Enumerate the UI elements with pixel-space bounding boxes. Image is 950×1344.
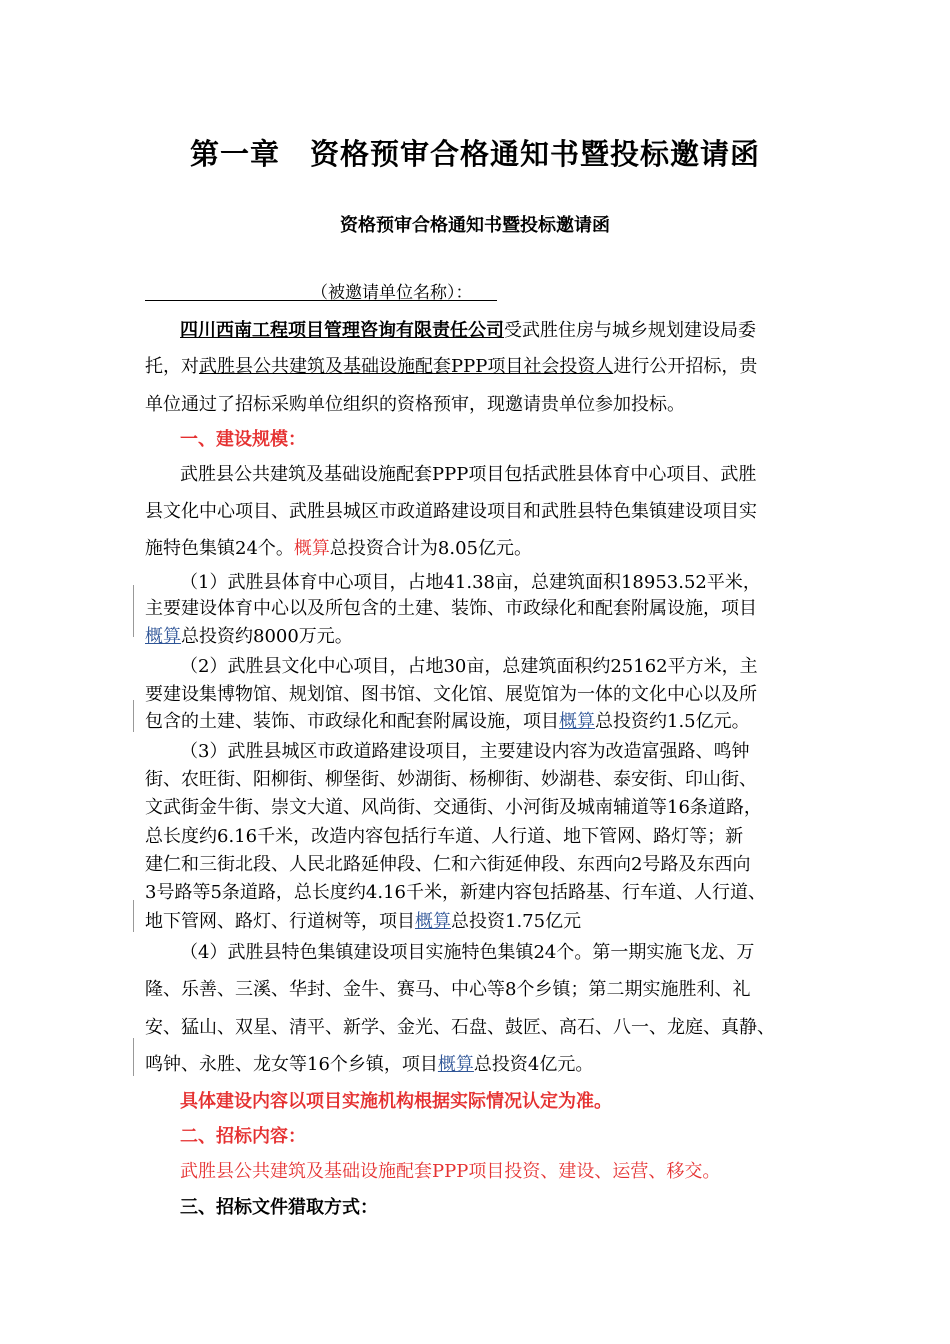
para-text: 鸣钟、永胜、龙女等16个乡镇，项目: [145, 1054, 438, 1075]
intro-line-3: 单位通过了招标采购单位组织的资格预审，现邀请贵单位参加投标。: [145, 394, 685, 415]
scope-note: 具体建设内容以项目实施机构根据实际情况认定为准。: [180, 1091, 612, 1112]
para-line: [145, 534, 532, 560]
para-line: 武胜县公共建筑及基础设施配套PPP项目包括武胜县体育中心项目、武胜: [180, 464, 757, 485]
item-3-line: 总长度约6.16千米，改造内容包括行车道、人行道、地下管网、路灯等；新: [145, 826, 744, 847]
para-text: 总投资4亿元。: [473, 1054, 594, 1075]
item-3-line: 街、农旺街、阳柳街、柳堡街、妙湖街、杨柳街、妙湖巷、泰安街、印山街、: [145, 769, 757, 790]
intro-text: 进行公开招标，贵: [613, 356, 758, 377]
item-1-line: （1）武胜县体育中心项目，占地41.38亩，总建筑面积18953.52平米，: [180, 572, 761, 593]
estimate-link[interactable]: 概算: [415, 911, 451, 932]
item-3-line: 文武街金牛街、崇文大道、风尚街、交通街、小河街及城南辅道等16条道路，: [145, 797, 762, 818]
estimate-link[interactable]: 概算: [145, 626, 181, 647]
section-2-heading: 二、招标内容：: [180, 1126, 306, 1147]
para-text: 施特色集镇24个。: [145, 538, 294, 559]
item-3-line: 建仁和三街北段、人民北路延伸段、仁和六街延伸段、东西向2号路及东西向: [145, 854, 751, 875]
section-3-heading: 三、招标文件猎取方式：: [180, 1197, 378, 1218]
item-2-line: [145, 707, 750, 733]
item-4-line: （4）武胜县特色集镇建设项目实施特色集镇24个。第一期实施飞龙、万: [180, 942, 755, 963]
estimate-term: 概算: [293, 538, 330, 559]
item-4-line: [145, 1050, 593, 1076]
para-text: 地下管网、路灯、行道树等，项目: [145, 911, 415, 932]
subtitle: 资格预审合格通知书暨投标邀请函: [340, 215, 610, 236]
item-2-line: 要建设集博物馆、规划馆、图书馆、文化馆、展览馆为一体的文化中心以及所: [145, 684, 757, 705]
item-1-line: 主要建设体育中心以及所包含的土建、装饰、市政绿化和配套附属设施，项目: [145, 598, 757, 619]
project-name: 武胜县公共建筑及基础设施配套PPP项目社会投资人: [199, 356, 614, 377]
addressee-line: [145, 278, 497, 301]
revision-bar: [133, 585, 134, 637]
company-name: 四川西南工程项目管理咨询有限责任公司: [180, 320, 504, 341]
item-4-line: 隆、乐善、三溪、华封、金牛、赛马、中心等8个乡镇；第二期实施胜利、礼: [145, 979, 751, 1000]
item-3-line: 3号路等5条道路，总长度约4.16千米，新建内容包括路基、行车道、人行道、: [145, 882, 766, 903]
chapter-title: 第一章 资格预审合格通知书暨投标邀请函: [189, 137, 760, 171]
item-3-line: [145, 907, 581, 933]
para-line: 县文化中心项目、武胜县城区市政道路建设项目和武胜县特色集镇建设项目实: [145, 501, 757, 522]
estimate-link[interactable]: 概算: [437, 1054, 474, 1075]
para-text: 总投资1.75亿元: [451, 911, 582, 932]
para-text: 总投资合计为8.05亿元。: [329, 538, 532, 559]
section-1-heading: 一、建设规模：: [180, 429, 306, 450]
para-text: 总投资约1.5亿元。: [595, 711, 750, 732]
revision-bar: [133, 1038, 134, 1076]
intro-text: 受武胜住房与城乡规划建设局委: [504, 320, 756, 341]
intro-line-1: [180, 316, 756, 342]
item-2-line: （2）武胜县文化中心项目，占地30亩，总建筑面积约25162平方米，主: [180, 656, 758, 677]
para-text: 总投资约8000万元。: [181, 626, 353, 647]
item-1-line: [145, 622, 353, 648]
revision-bar: [133, 700, 134, 732]
item-3-line: （3）武胜县城区市政道路建设项目，主要建设内容为改造富强路、鸣钟: [180, 741, 750, 762]
addressee-label: （被邀请单位名称）：: [311, 283, 473, 303]
para-text: 包含的土建、装饰、市政绿化和配套附属设施，项目: [145, 711, 559, 732]
bid-content: 武胜县公共建筑及基础设施配套PPP项目投资、建设、运营、移交。: [180, 1161, 721, 1182]
revision-bar: [133, 900, 134, 932]
estimate-link[interactable]: 概算: [559, 711, 595, 732]
item-4-line: 安、猛山、双星、清平、新学、金光、石盘、鼓匠、高石、八一、龙庭、真静、: [145, 1017, 775, 1038]
intro-line-2: [145, 352, 757, 378]
intro-text: 托，对: [145, 356, 199, 377]
